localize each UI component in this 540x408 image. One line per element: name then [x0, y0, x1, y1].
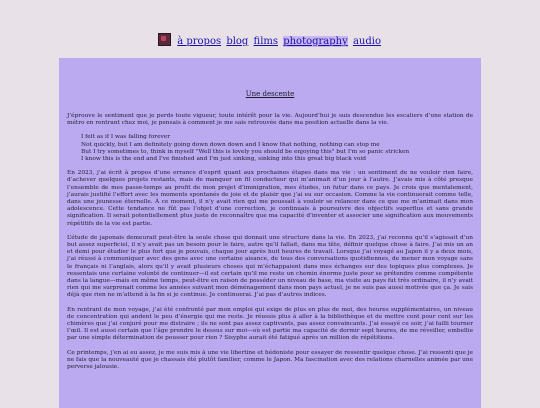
nav-link-about[interactable]: à propos: [177, 36, 222, 47]
lyrics-line: I know this is the end and I've finished and I'm just sinking, sinking into this great big black void: [81, 156, 366, 163]
nav-link-photography[interactable]: photography: [283, 36, 348, 47]
article-paragraph: Ce printemps, j’en ai eu assez, je me suis mis à une vie libertine et hédoniste pour essayer de ressentir quelque chose. J’ai ressenti que je ne fais que la nouveauté que je chassais été plutôt familier, comme le Japon. Ma fascination avec des relations charnelles animée par une perverse jalousie.: [67, 349, 473, 371]
article-paragraph: L’étude de japonais demeurait peut-être la seule chose qui donnait une structure dans la vie. En 2023, j’ai reconnu qu’il s’agissait d’un but assez superficiel, il n’y avait pas un besoin pour le faire, autre qu’il fallait, dans ma tête, définir quelque chose à faire. J’ai mis un an et demi pour étudier le plus fort que je pouvais, chaque jour après huit heures de travail. Lorsque j’ai voyagé au Japon il y a deux mois, j’ai réussi à communiquer avec des gens avec une certaine aisance, de tous des conversations quotidiennes, de mener mon voyage sans le français ni l’anglais, alors qu’il y avait plusieurs choses qui m’échappaient dans mes échanges sur des topiques plus complexes. Je ressentais une certaine volonté de continuer—il est certain qu’il me reste un chemin énorme juste pour se prétendre comme compétente dans la langue—mais en même temps, peut-être en raison de posséder un niveau de base, ma visite au pays fut très ordinaire, il n’y avait rien qui me surprenait comme les années suivant mon déménagement dans mon pays actuel, je ne suis pas aussi motivée que ça. Je sais déjà que rien ne m’attend à la fin si je continue. Je continuerai. J’ai pas d’autres indices.: [67, 234, 473, 299]
article-panel: [59, 58, 481, 408]
article-paragraph: En rentrant de mon voyage, j’ai été confronté par mon emploi qui exige de plus en plus de moi, des heures supplémentaires, un niveau de concentration qui andent le peu d’énergie qui me reste. Je réussis plus à aller à la bibliothèque et de mettre cent pour cent sur les chimères que j’ai conjuré pour me distraire ; ils ne sont pas assez captivants, pas assez convaincants. J’ai essayé ce soir, j’ai failli tourner l’œil. Il est aussi certain que l’âge prendre le dessus sur moi—où est partie ma capacité de dormir sept heures, de me réveiller, embellie par une simple détermination de pousser pour rien ? Sisyphe aurait été fatigué après un million de répétitions.: [67, 306, 473, 342]
lyrics-block: [81, 134, 473, 163]
lyrics-line: I felt as if I was falling forever: [81, 134, 170, 141]
site-logo-icon[interactable]: [158, 33, 171, 46]
article-intro: J’éprouve le sentiment que je perds toute vigueur, toute intérêt pour la vie. Aujourd’hui je suis descendue les escaliers d’une station de métro en rentrant chez moi, je pensais à comment je me sais retrouvée dans ma position actuelle dans la vie.: [67, 113, 473, 127]
nav-link-films[interactable]: films: [253, 36, 279, 47]
article-title[interactable]: Une descente: [245, 90, 295, 98]
article-paragraph: En 2023, j’ai écrit à propos d’une errance d’esprit quant aux prochaines étapes dans ma vie : un sentiment de ne vouloir rien faire, d’achever quelques projets restants, mais de manquer un fil conducteur qui m’animait d’un jour à l’autre. J’avais mis à côté presque l’ensemble de mes passe-temps au profit de mon projet d’immigration, mes études, un futur dans ce pays. Je crois que mentalement, j’aurais justifié l’effort avec les moments spontanés de joie et de plaisir que j’ai eu sur occasion. Comme la vie continuerait comme telle, dans une jeunesse éternelle. À ce moment, il n’y avait rien qui me poussait à vouloir se relancer dans ce que me m’animait dans mon adolescence. Cette tendance ne fût pas l’objet d’une correction, je continuais à poursuivre des objectifs superflus et sans grande signification. Il serait potentiellement plus juste de reconnaître que ma capacité d’inventer et associer une signification aux mouvements répétitifs de la vie est partie.: [67, 170, 473, 227]
lyrics-line: But I try sometimes to, think in myself "Well this is lovely you should be enjoying this" but I'm so panic stricken: [81, 148, 410, 155]
lyrics-line: Not quickly, but I am definitely going down down down and I know that nothing, nothing can stop me: [81, 141, 380, 148]
nav-link-audio[interactable]: audio: [352, 36, 381, 47]
site-nav: [0, 33, 540, 49]
nav-link-blog[interactable]: blog: [226, 36, 249, 47]
